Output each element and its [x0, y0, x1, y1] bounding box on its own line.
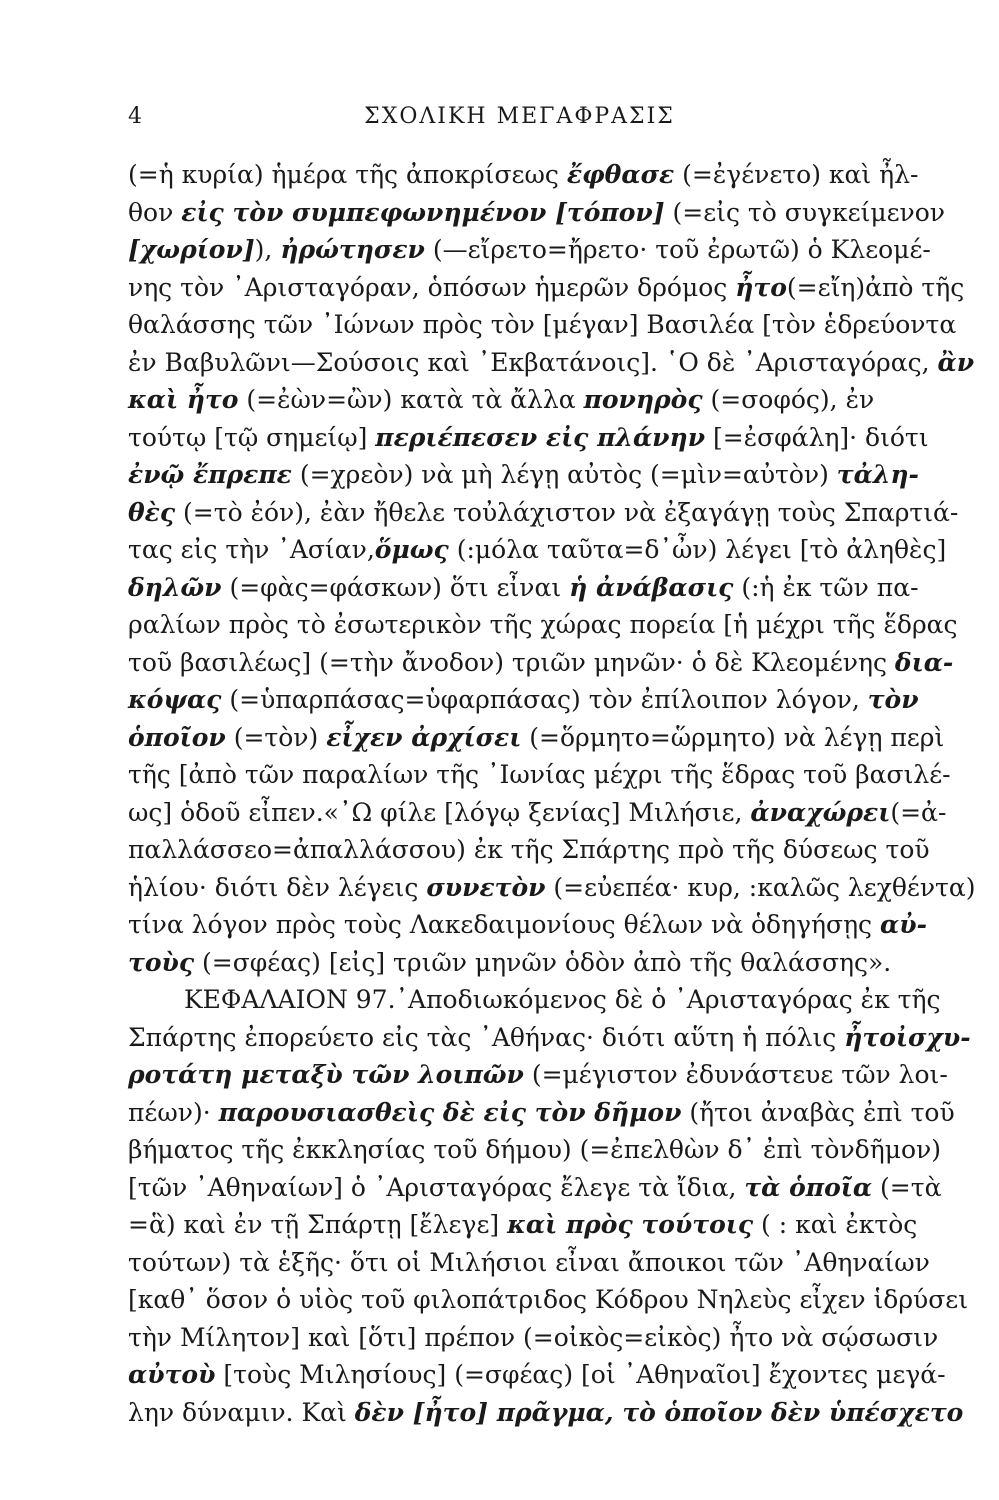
text-line	[128, 269, 965, 307]
emphasized-term: τὰ ὁποῖα	[744, 1172, 873, 1202]
text-line	[128, 606, 958, 644]
emphasized-term: ὅμως	[374, 535, 449, 564]
text-line	[128, 1394, 964, 1432]
text-line	[128, 194, 945, 232]
text-segment: τούτων) τὰ ἑξῆς· ὅτι οἱ Μιλήσιοι εἶναι ἄποικοι τῶν ᾿Αθηναίων	[128, 1247, 930, 1277]
text-segment: παλλάσσεο=ἀπαλλάσσου) ἐκ τῆς Σπάρτης πρὸ τῆς δύσεως τοῦ	[128, 835, 930, 864]
emphasized-term: εἰς τὸν συμπεφωνημένον [τόπον]	[181, 197, 665, 227]
text-segment: τῆς [ἀπὸ τῶν παραλίων τῆς ᾿Ιωνίας μέχρι τῆς ἕδρας τοῦ βασιλέ-	[128, 760, 951, 789]
text-segment: θαλάσσης τῶν ᾿Ιώνων πρὸς τὸν [μέγαν] Βασιλέα [τὸν ἑδρεύοντα	[128, 310, 957, 339]
text-segment: (=τὰ	[872, 1172, 942, 1202]
text-segment: [καθ᾿ ὅσον ὁ υἱὸς τοῦ φιλοπάτριδος Κόδρου Νηλεὺς εἶχεν ἱδρύσει	[128, 1285, 969, 1314]
emphasized-term: πονηρὸς	[583, 385, 703, 414]
emphasized-term: ἐνῷ ἔπρεπε	[128, 460, 292, 489]
emphasized-term: θὲς	[128, 497, 176, 527]
text-segment: (=σφέας) [εἰς] τριῶν μηνῶν ὁδὸν ἀπὸ τῆς θαλάσσης».	[194, 947, 892, 977]
text-line	[128, 756, 951, 794]
emphasized-term: τὸν	[867, 685, 919, 714]
text-line	[128, 944, 908, 982]
emphasized-term: δηλῶν	[128, 572, 222, 602]
text-segment: (=ἐγένετο) καὶ ἦλ-	[674, 160, 919, 189]
text-segment: τούτῳ [τῷ σημείῳ]	[128, 422, 376, 452]
text-line	[128, 681, 919, 719]
text-segment: τὴν Μίλητον] καὶ [ὅτι] πρέπον (=οἰκὸς=εἰκὸς) ἦτο νὰ σῴσωσιν	[128, 1322, 939, 1352]
text-line	[128, 981, 941, 1019]
emphasized-term: περιέπεσεν εἰς πλάνην	[375, 422, 706, 452]
text-line	[128, 381, 908, 419]
emphasized-term: ὁποῖον	[128, 722, 226, 752]
text-segment: (=τὸν)	[225, 722, 327, 752]
text-line	[128, 1169, 942, 1207]
text-line	[128, 344, 975, 382]
text-line	[128, 1356, 946, 1394]
text-segment: (ἤτοι ἀναβὰς ἐπὶ τοῦ	[681, 1097, 955, 1127]
text-segment: λην δύναμιν. Καὶ	[128, 1397, 355, 1427]
body-text	[128, 156, 976, 1431]
text-line	[128, 531, 947, 569]
emphasized-term: δὲν [ἦτο] πρᾶγμα, τὸ ὁποῖον δὲν ὑπέσχετο	[354, 1397, 964, 1427]
text-segment: (=σοφός), ἐν	[702, 385, 875, 414]
text-segment: (=εἰς τὸ συγκείμενον	[664, 197, 945, 227]
emphasized-term: δια-	[894, 647, 954, 677]
emphasized-term: συνετὸν	[426, 872, 546, 902]
text-segment: ραλίων πρὸς τὸ ἐσωτερικὸν τῆς χώρας πορεία [ἡ μέχρι τῆς ἕδρας	[128, 610, 958, 639]
text-line	[128, 494, 959, 532]
text-line	[128, 719, 945, 757]
emphasized-term: τἀλη-	[836, 460, 919, 489]
emphasized-term: κόψας	[128, 685, 222, 714]
text-segment: (—εἴρετο=ἤρετο· τοῦ ἐρωτῶ) ὁ Κλεομέ-	[424, 235, 931, 264]
text-line	[128, 794, 947, 832]
text-line	[128, 1319, 939, 1357]
text-line	[128, 456, 919, 494]
text-segment: [τοὺς Μιλησίους] (=σφέας) [οἱ ᾿Αθηναῖοι] ἔχοντες μεγά-	[215, 1360, 946, 1389]
text-segment: (=ὑπαρπάσας=ὑφαρπάσας) τὸν ἐπίλοιπον λόγον,	[221, 685, 868, 714]
text-line	[128, 306, 957, 344]
emphasized-term: ἦτοἰσχυ-	[844, 1022, 971, 1052]
emphasized-term: ροτάτη μεταξὺ τῶν λοιπῶν	[128, 1060, 524, 1089]
text-segment: ἐν Βαβυλῶνι—Σούσοις καὶ ᾿Εκβατάνοις]. ῾Ο δὲ ᾿Αρισταγόρας,	[128, 347, 938, 377]
emphasized-term: ἦτο	[735, 272, 787, 302]
text-segment: ),	[254, 235, 281, 264]
text-segment: (=τὸ ἐόν), ἐὰν ἤθελε τοὐλάχιστον νὰ ἐξαγάγῃ τοὺς Σπαρτιά-	[175, 497, 959, 527]
text-line	[128, 1094, 955, 1132]
text-segment: ως] ὁδοῦ εἶπεν.«᾿Ω φίλε [λόγῳ ξενίας] Μιλήσιε,	[128, 797, 751, 827]
text-segment: =ἃ) καὶ ἐν τῇ Σπάρτῃ [ἔλεγε]	[128, 1210, 508, 1239]
text-line	[128, 644, 954, 682]
text-line	[128, 569, 919, 607]
text-line	[128, 831, 930, 869]
text-line	[128, 869, 976, 907]
emphasized-term: καὶ πρὸς τούτοις	[507, 1210, 754, 1239]
emphasized-term: παρουσιασθεὶς δὲ εἰς τὸν δῆμον	[218, 1097, 682, 1127]
text-line	[128, 1244, 930, 1282]
text-segment: (=ἡ κυρία) ἡμέρα τῆς ἀποκρίσεως	[128, 160, 567, 189]
text-segment: [=ἐσφάλη]· διότι	[705, 422, 929, 452]
text-segment: [τῶν ᾿Αθηναίων] ὁ ᾿Αρισταγόρας ἔλεγε τὰ ἴδια,	[128, 1172, 745, 1202]
text-segment: (=εὐεπέα· κυρ, :καλῶς λεχθέντα)	[545, 872, 976, 902]
emphasized-term: τοὺς	[128, 947, 195, 977]
emphasized-term: ἂν	[937, 347, 975, 377]
text-segment: (=ἀ-	[890, 797, 947, 827]
text-segment: ( : καὶ ἐκτὸς	[753, 1210, 918, 1239]
running-head: ΣΧΟΛΙΚΗ ΜΕΓΑΦΡΑΣΙΣ	[364, 104, 675, 129]
text-line	[128, 1056, 948, 1094]
text-segment: (:μόλα ταῦτα=δ᾿ὦν) λέγει [τὸ ἀληθὲς]	[448, 535, 947, 564]
text-segment: (=εἴη)ἀπὸ τῆς	[786, 272, 965, 302]
emphasized-term: αὐ-	[880, 910, 927, 939]
text-segment: ΚΕΦΑΛΑΙΟΝ 97.᾿Αποδιωκόμενος δὲ ὁ ᾿Αρισταγόρας ἐκ τῆς	[184, 985, 941, 1014]
text-segment: βήματος τῆς ἐκκλησίας τοῦ δήμου) (=ἐπελθὼν δ᾿ ἐπὶ τὸνδῆμον)	[128, 1135, 941, 1164]
emphasized-term: καὶ ἦτο	[128, 385, 239, 414]
emphasized-term: [χωρίον]	[128, 235, 255, 264]
emphasized-term: αὐτοὺ	[128, 1360, 216, 1389]
text-line	[128, 156, 919, 194]
text-segment: πέων)·	[128, 1097, 219, 1127]
text-segment: ἡλίου· διότι δὲν λέγεις	[128, 872, 427, 902]
text-segment: τίνα λόγον πρὸς τοὺς Λακεδαιμονίους θέλων νὰ ὁδηγήσῃς	[128, 910, 880, 939]
page-number: 4	[128, 104, 143, 129]
text-line	[128, 1281, 969, 1319]
text-segment: νης τὸν ᾿Αρισταγόραν, ὁπόσων ἡμερῶν δρόμος	[128, 272, 736, 302]
emphasized-term: εἶχεν ἀρχίσει	[326, 722, 522, 752]
emphasized-term: ἡ ἀνάβασις	[569, 572, 734, 602]
emphasized-term: ἀναχώρει	[750, 797, 891, 827]
text-line	[128, 231, 931, 269]
text-segment: Σπάρτης ἐπορεύετο εἰς τὰς ᾿Αθήνας· διότι αὕτη ἡ πόλις	[128, 1022, 845, 1052]
text-segment: (=ἐὼν=ὢν) κατὰ τὰ ἄλλα	[238, 385, 584, 414]
text-segment: τοῦ βασιλέως] (=τὴν ἄνοδον) τριῶν μηνῶν· ὁ δὲ Κλεομένης	[128, 647, 895, 677]
text-segment: (=μέγιστον ἐδυνάστευε τῶν λοι-	[523, 1060, 948, 1089]
emphasized-term: ἠρώτησεν	[280, 235, 425, 264]
text-line	[128, 1131, 941, 1169]
text-segment: τας εἰς τὴν ᾿Ασίαν,	[128, 535, 375, 564]
emphasized-term: ἔφθασε	[566, 160, 675, 189]
text-line	[128, 419, 929, 457]
text-segment: (=ὅρμητο=ὥρμητο) νὰ λέγῃ περὶ	[521, 722, 945, 752]
text-line	[128, 1206, 918, 1244]
text-line	[128, 906, 927, 944]
text-segment: (:ἡ ἐκ τῶν πα-	[733, 572, 919, 602]
text-line	[128, 1019, 971, 1057]
text-segment: (=χρεὸν) νὰ μὴ λέγῃ αὐτὸς (=μὶν=αὐτὸν)	[291, 460, 837, 489]
text-segment: θον	[128, 197, 182, 227]
text-segment: (=φὰς=φάσκων) ὅτι εἶναι	[221, 572, 570, 602]
